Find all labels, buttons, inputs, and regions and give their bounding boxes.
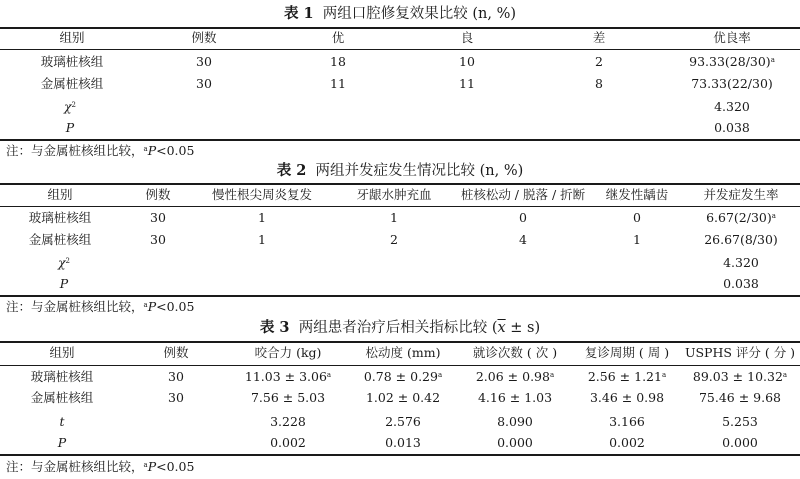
table1-bottom-rule	[0, 139, 800, 141]
table2-row2-caries: 1	[633, 232, 641, 247]
table3-header-mobility: 松动度 (mm)	[365, 345, 441, 360]
table3-header-rule	[0, 365, 800, 366]
table3-title-text: 两组患者治疗后相关指标比较 (	[298, 320, 498, 336]
table2-header-rate: 并发症发生率	[703, 187, 779, 202]
table2-row1-gingival: 1	[390, 210, 398, 225]
table1-title-text: 两组口腔修复效果比较 (n, %)	[322, 6, 517, 22]
table1-header-poor: 差	[592, 30, 606, 45]
table2-header-group: 组别	[47, 187, 73, 202]
table3-row2-usphs: 75.46 ± 9.68	[698, 390, 782, 405]
table3-number: 表 3	[259, 319, 290, 336]
table3-t-bite-force: 3.228	[270, 414, 306, 429]
table3-header-visits: 就诊次数 ( 次 )	[472, 345, 558, 360]
table1-header-rate: 优良率	[713, 30, 751, 45]
table2-p-label: P	[59, 276, 69, 291]
table1-row2-poor: 8	[595, 76, 603, 91]
table1-note: 注：与金属桩核组比较，$^a$P<0.05	[6, 143, 195, 158]
table2-row2-loosening: 4	[519, 232, 527, 247]
table2-p-value: 0.038	[723, 276, 759, 291]
table1-top-rule	[0, 27, 800, 29]
table1-chi-value: 4.320	[714, 99, 750, 114]
table3-p-recall: 0.002	[609, 435, 645, 450]
table2-header-rule	[0, 206, 800, 207]
table2-row1-loosening: 0	[519, 210, 527, 225]
table1-row2-good: 11	[459, 76, 475, 91]
table2-row1-caries: 0	[633, 210, 641, 225]
table3-row1-visits: 2.06 ± 0.98$^a$	[475, 369, 555, 384]
table2-row1-periapical: 1	[258, 210, 266, 225]
table3-note: 注：与金属桩核组比较，$^a$P<0.05	[6, 459, 195, 474]
table3-row1-usphs: 89.03 ± 10.32$^a$	[692, 369, 788, 384]
table3-t-recall: 3.166	[609, 414, 645, 429]
table3-t-visits: 8.090	[497, 414, 533, 429]
table2-header-caries: 继发性龋齿	[605, 187, 669, 202]
table3-bottom-rule	[0, 454, 800, 456]
table2-title-text: 两组并发症发生情况比较 (n, %)	[315, 163, 524, 179]
table2-header-loosening: 桩核松动 / 脱落 / 折断	[460, 187, 586, 202]
table2-row1-rate: $6.67(2/30)^a$	[706, 210, 776, 225]
table3-header-usphs: USPHS 评分 ( 分 )	[684, 345, 796, 360]
table1-row1-poor: 2	[595, 54, 603, 69]
table2-row2-rate: 26.67(8/30)	[704, 232, 778, 247]
table2-row2-gingival: 2	[390, 232, 398, 247]
table2-row2-periapical: 1	[258, 232, 266, 247]
table1-row2-count: 30	[196, 76, 212, 91]
table3-row2-group: 金属桩核组	[30, 390, 94, 405]
table2-chi-label: $\chi^2$	[57, 255, 71, 270]
table1-header-count: 例数	[191, 30, 217, 45]
table1-header-rule	[0, 49, 800, 50]
table2-row2-count: 30	[150, 232, 166, 247]
table3-title: 表 3 两组患者治疗后相关指标比较 $(\overline{x} \pm s)$	[259, 319, 541, 336]
table2-top-rule	[0, 183, 800, 185]
table2-header-count: 例数	[145, 187, 171, 202]
table3-row2-visits: 4.16 ± 1.03	[477, 390, 553, 405]
table2-header-periapical: 慢性根尖周炎复发	[211, 187, 313, 202]
table1-chi-label: $\chi^2$	[63, 99, 77, 114]
table3-p-visits: 0.000	[497, 435, 533, 450]
table3-row1-bite-force: 11.03 ± 3.06$^a$	[244, 369, 332, 384]
table1-row1-group: 玻璃桩核组	[40, 54, 104, 69]
table1-header-group: 组别	[59, 30, 85, 45]
table3-title-mean-symbol: $\overline{x}$	[497, 320, 506, 336]
table1-row1-good: 10	[459, 54, 475, 69]
table1-p-label: P	[65, 120, 75, 135]
table1-row2-group: 金属桩核组	[40, 76, 104, 91]
table1-header-excellent: 优	[331, 30, 345, 45]
table1-header-good: 良	[460, 30, 474, 45]
table1-row2-rate: 73.33(22/30)	[691, 76, 773, 91]
table3-header-count: 例数	[163, 345, 189, 360]
table3-t-usphs: 5.253	[722, 414, 758, 429]
table3-header-group: 组别	[49, 345, 75, 360]
table2-chi-value: 4.320	[723, 255, 759, 270]
table2-title	[0, 162, 800, 180]
table3-p-bite-force: 0.002	[270, 435, 306, 450]
table3-row1-mobility: 0.78 ± 0.29$^a$	[363, 369, 443, 384]
table1-row1-count: 30	[196, 54, 212, 69]
table3-top-rule	[0, 341, 800, 343]
table3-row1-group: 玻璃桩核组	[30, 369, 94, 384]
table1-p-value: 0.038	[714, 120, 750, 135]
table3-header-bite-force: 咬合力 (kg)	[254, 345, 322, 360]
table2-number: 表 2	[276, 162, 307, 179]
table3-row2-recall: 3.46 ± 0.98	[589, 390, 665, 405]
table2-bottom-rule	[0, 295, 800, 297]
table3-row2-mobility: 1.02 ± 0.42	[365, 390, 441, 405]
table1-row2-excellent: 11	[330, 76, 346, 91]
table3-row1-count: 30	[168, 369, 184, 384]
table1-row1-rate: $93.33(28/30)^a$	[689, 54, 775, 69]
table2-header-gingival: 牙龈水肿充血	[356, 187, 432, 202]
table3-t-mobility: 2.576	[385, 414, 421, 429]
table3-row1-recall: 2.56 ± 1.21$^a$	[587, 369, 667, 384]
table3-header-recall: 复诊周期 ( 周 )	[584, 345, 670, 360]
table3-p-mobility: 0.013	[385, 435, 421, 450]
table3-t-label: t	[59, 414, 65, 429]
table2-row2-group: 金属桩核组	[28, 232, 92, 247]
table2-row1-count: 30	[150, 210, 166, 225]
table3-row2-count: 30	[168, 390, 184, 405]
table1-row1-excellent: 18	[330, 54, 346, 69]
table2-row1-group: 玻璃桩核组	[28, 210, 92, 225]
table2-note: 注：与金属桩核组比较，$^a$P<0.05	[6, 299, 195, 314]
table1-number: 表 1	[283, 5, 314, 22]
table3-row2-bite-force: 7.56 ± 5.03	[250, 390, 326, 405]
table3-p-label: P	[57, 435, 67, 450]
table1-title	[0, 5, 800, 23]
table3-p-usphs: 0.000	[722, 435, 758, 450]
